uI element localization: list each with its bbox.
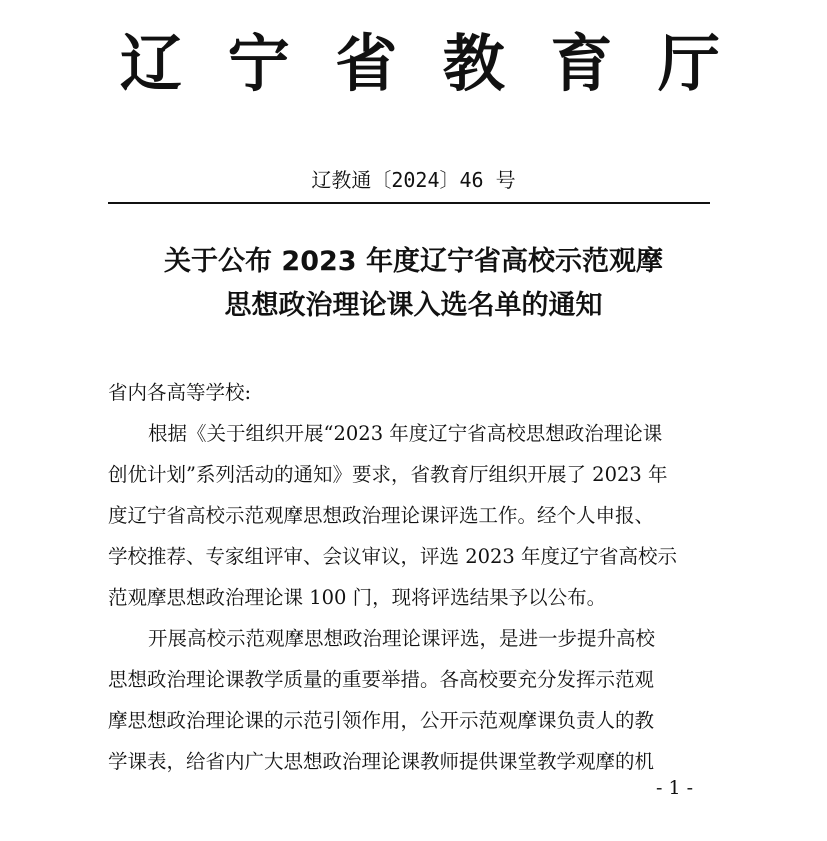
document-number: 辽教通〔2024〕46 号 [311, 168, 516, 192]
title-line-1: 关于公布 2023 年度辽宁省高校示范观摩 [164, 246, 663, 277]
paragraph-1-line: 学校推荐、专家组评审、会议审议，评选 2023 年度辽宁省高校示 [108, 545, 678, 568]
paragraph-2-line: 开展高校示范观摩思想政治理论课评选，是进一步提升高校 [148, 627, 656, 650]
paragraph-2-line: 摩思想政治理论课的示范引领作用，公开示范观摩课负责人的教 [108, 709, 655, 732]
agency-char: 育 [550, 27, 613, 100]
title-line-2: 思想政治理论课入选名单的通知 [224, 290, 603, 321]
agency-char: 省 [335, 27, 398, 100]
paragraph-2-line: 学课表，给省内广大思想政治理论课教师提供课堂教学观摩的机 [108, 750, 655, 773]
paragraph-1-line: 创优计划”系列活动的通知》要求，省教育厅组织开展了 2023 年 [108, 463, 668, 486]
issuing-agency-header [120, 24, 720, 104]
document-body [108, 372, 728, 782]
paragraph-2-line: 思想政治理论课教学质量的重要举措。各高校要充分发挥示范观 [108, 668, 655, 691]
page-number: - 1 - [656, 777, 694, 799]
header-divider [108, 202, 710, 204]
agency-char: 厅 [657, 27, 720, 100]
paragraph-1-line: 范观摩思想政治理论课 100 门，现将评选结果予以公布。 [108, 586, 607, 609]
agency-char: 教 [442, 27, 505, 100]
salutation: 省内各高等学校: [108, 381, 252, 404]
agency-char: 宁 [227, 27, 290, 100]
agency-char: 辽 [120, 27, 183, 100]
document-title [0, 240, 827, 328]
paragraph-1-line: 度辽宁省高校示范观摩思想政治理论课评选工作。经个人申报、 [108, 504, 655, 527]
paragraph-1-line: 根据《关于组织开展“2023 年度辽宁省高校思想政治理论课 [148, 422, 663, 445]
